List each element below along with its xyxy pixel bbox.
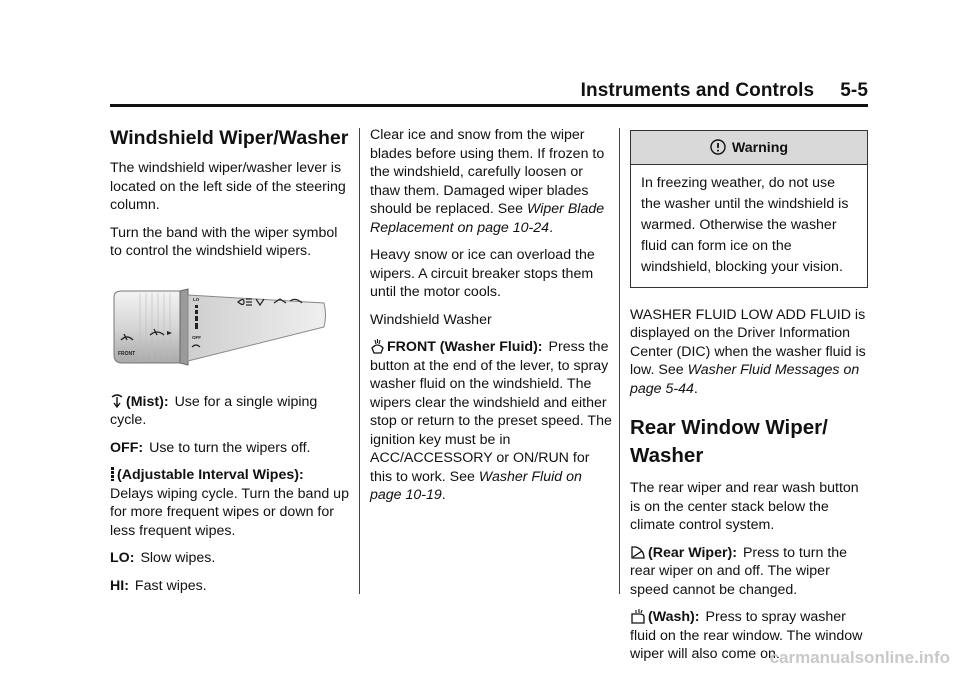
rear-intro-paragraph: The rear wiper and rear wash button is on the center stack below the climate control system. [630,480,859,533]
washer-fluid-link[interactable]: Washer Fluid on page 10-19 [370,468,582,503]
warning-text: In freezing weather, do not use the washer until the windshield is warmed. Otherwise the washer fluid can form ice on the windshield, blocking your vision. [641,174,849,275]
column-2 [370,126,612,514]
header-rule [110,104,868,107]
warning-icon [710,139,726,155]
section-title: Instruments and Controls [580,80,815,101]
column-divider-1 [359,128,360,594]
section-heading: Windshield Wiper/Washer [110,127,349,149]
page-header [581,80,868,102]
rear-wiper-icon [630,545,646,560]
rear-wash-icon [630,609,646,624]
rear-section-heading: Rear Window Wiper/ Washer [630,416,828,467]
intro-paragraph: The windshield wiper/washer lever is located on the left side of the steering column. [110,160,346,213]
band-paragraph: Turn the band with the wiper symbol to control the windshield wipers. [110,224,338,259]
off-marker: OFF [192,334,201,340]
ice-paragraph: Clear ice and snow from the wiper blades before using them. If frozen to the windshield, carefully loosen or thaw them. Damaged wiper blades should be replaced. See Wiper Blade Replacement on page 10-24. [370,127,605,236]
interval-icon [110,467,115,482]
page-number: 5-5 [840,80,868,101]
wash-item: (Wash): Press to spray washer fluid on the rear window. The window wiper will also come on. [630,609,863,662]
rear-wiper-item: (Rear Wiper): Press to turn the rear wiper on and off. The wiper speed cannot be changed. [630,544,848,598]
lo-item: LO: Slow wipes. [110,550,216,566]
lo-marker: LO [193,296,200,302]
column-3 [630,126,868,673]
front-label: FRONT [118,350,136,357]
watermark: carmanualsonline.info [769,648,950,667]
interval-item: (Adjustable Interval Wipes): Delays wiping cycle. Turn the band up for more frequent wipes or down for less frequent wipes. [110,467,349,539]
front-washer-item: FRONT (Washer Fluid): Press the button at the end of the lever, to spray washer fluid on the windshield. The wipers clear the windshield and either stop or return to the preset speed. The ignition key must be in ACC/ACCESSORY or ON/RUN for this to work. See Washer Fluid on page 10-19. [370,339,612,503]
hi-item: HI: Fast wipes. [110,577,207,594]
column-divider-2 [619,128,620,594]
washer-low-paragraph: WASHER FLUID LOW ADD FLUID is displayed on the Driver Information Center (DIC) when the washer fluid is low. See Washer Fluid Messages on page 5-44. [630,306,866,397]
washer-fluid-icon [370,339,385,354]
off-item: OFF: Use to turn the wipers off. [110,439,311,456]
mist-icon [110,394,124,409]
warning-header: Warning [631,131,867,165]
washer-subheading: Windshield Washer [370,311,492,328]
washer-messages-link[interactable]: Washer Fluid Messages on page 5-44 [630,362,860,397]
wiper-blade-link[interactable]: Wiper Blade Replacement on page 10-24 [370,201,605,236]
snow-paragraph: Heavy snow or ice can overload the wipers. A circuit breaker stops them until the motor cools. [370,247,595,300]
wiper-lever-illustration [110,287,328,367]
column-1 [110,126,350,604]
mist-item: (Mist): Use for a single wiping cycle. [110,393,318,428]
warning-box [630,130,868,288]
